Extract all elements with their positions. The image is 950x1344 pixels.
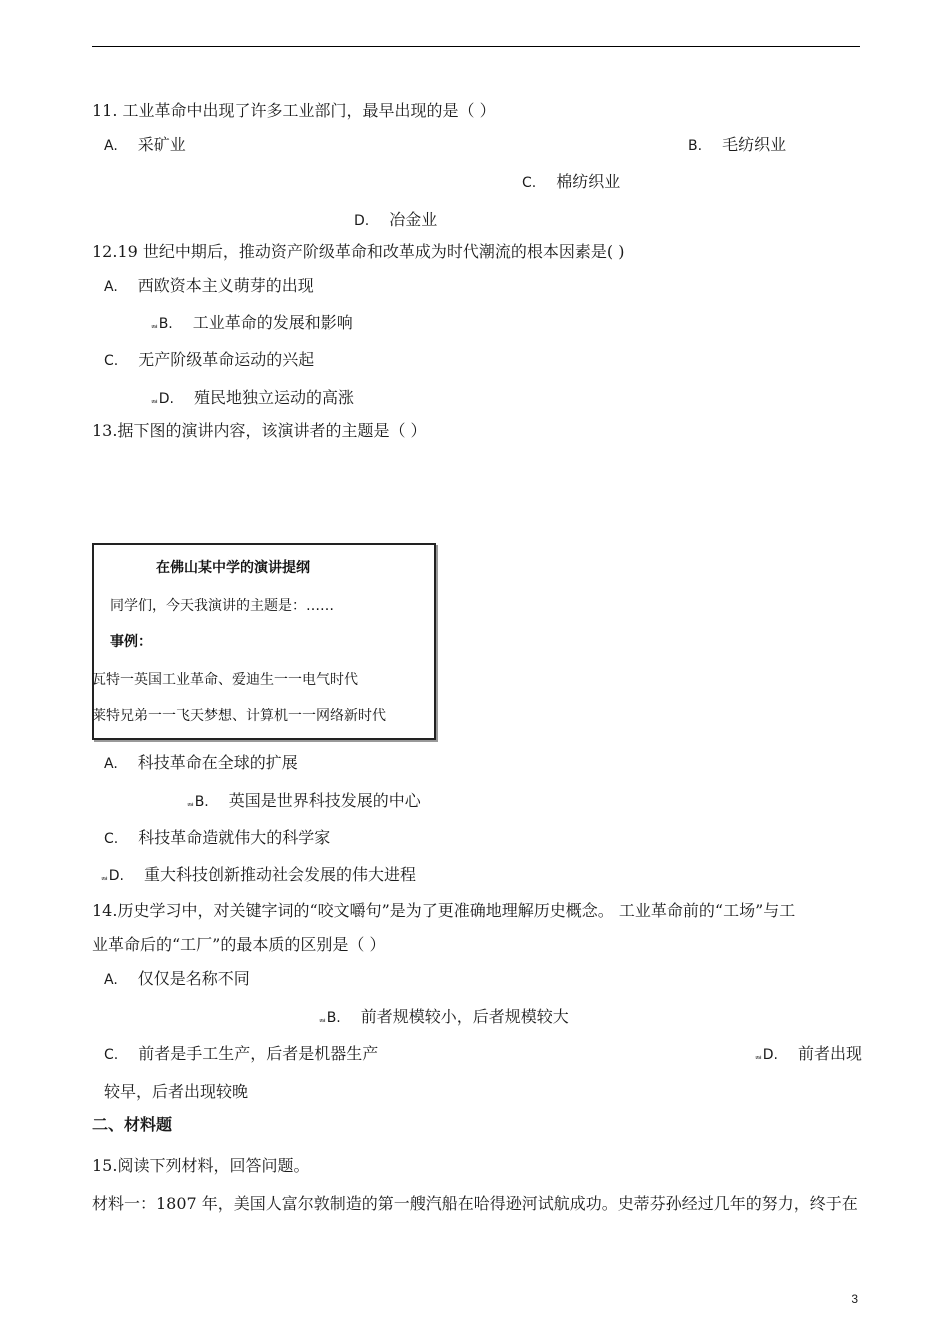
option-text: 冶金业 [389,210,438,229]
option-text: 前者是手工生产，后者是机器生产 [138,1044,379,1063]
q12-option-b[interactable] [150,313,353,335]
section-heading: 二、材料题 [92,1115,173,1134]
q13-option-d[interactable] [100,865,416,887]
option-label: C. [522,175,537,191]
layout-marker: ᆲ [186,798,195,808]
option-label: C. [104,353,119,369]
option-text: 前者出现 [797,1044,862,1063]
option-text: 仅仅是名称不同 [137,969,250,988]
header-rule [92,46,860,47]
q13-option-b[interactable] [186,791,421,813]
option-label: C. [104,831,119,847]
q14-option-b[interactable] [318,1007,569,1029]
option-text: 工业革命的发展和影响 [192,313,353,332]
option-label: C. [104,1047,119,1063]
option-label: A. [104,138,118,154]
speech-outline-figure [92,543,436,740]
option-label: D. [354,213,370,229]
q14-option-d[interactable] [754,1044,862,1066]
option-label: D. [762,1047,778,1063]
option-text: 采矿业 [137,135,186,154]
q11-option-b[interactable] [688,135,786,156]
layout-marker: ᆲ [754,1051,763,1061]
option-text: 毛纺织业 [722,135,787,154]
q14-option-d-continuation: 较早，后者出现较晚 [104,1082,249,1101]
q14-option-c[interactable] [104,1044,378,1065]
option-text: 前者规模较小，后者规模较大 [360,1007,569,1026]
option-text: 棉纺织业 [556,172,621,191]
option-label: B. [158,316,173,332]
q14-option-a[interactable] [104,969,250,990]
layout-marker: ᆲ [150,320,159,330]
q11-option-a[interactable] [104,135,186,156]
figure-line-examples: 事例： [110,634,152,650]
q12-stem: 12.19 世纪中期后，推动资产阶级革命和改革成为时代潮流的根本因素是( ) [92,242,625,261]
layout-marker: ᆲ [150,395,159,405]
option-text: 无产阶级革命运动的兴起 [138,350,315,369]
figure-line-greeting: 同学们，今天我演讲的主题是：…… [110,598,334,614]
figure-line-wright-computer: 莱特兄弟一一飞天梦想、计算机一一网络新时代 [92,708,386,724]
q14-stem-line2: 业革命后的“工厂”的最本质的区别是（ ） [92,935,386,954]
figure-line-watt-edison: 瓦特一英国工业革命、爱迪生一一电气时代 [92,672,358,688]
q12-option-d[interactable] [150,388,354,410]
option-text: 科技革命在全球的扩展 [137,753,298,772]
option-label: B. [326,1010,341,1026]
option-label: B. [194,794,209,810]
q11-option-d[interactable] [354,210,437,231]
q13-stem: 13.据下图的演讲内容，该演讲者的主题是（ ） [92,421,427,440]
option-label: D. [108,868,124,884]
option-text: 重大科技创新推动社会发展的伟大进程 [143,865,416,884]
option-text: 殖民地独立运动的高涨 [193,388,354,407]
option-text: 英国是世界科技发展的中心 [228,791,421,810]
q11-stem: 11. 工业革命中出现了许多工业部门，最早出现的是（ ） [92,101,496,120]
q13-option-c[interactable] [104,828,330,849]
q14-stem-line1: 14.历史学习中，对关键字词的“咬文嚼句”是为了更准确地理解历史概念。 工业革命前的“工场”与工 [92,901,796,920]
option-text: 科技革命造就伟大的科学家 [138,828,331,847]
option-label: D. [158,391,174,407]
layout-marker: ᆲ [100,872,109,882]
figure-title: 在佛山某中学的演讲提纲 [156,560,310,576]
material-one-text: 材料一：1807 年，美国人富尔敦制造的第一艘汽船在哈得逊河试航成功。史蒂芬孙经过几年的努力，终于在 [92,1194,858,1213]
layout-marker: ᆲ [318,1014,327,1024]
option-label: A. [104,279,118,295]
q13-option-a[interactable] [104,753,298,774]
q12-option-c[interactable] [104,350,314,371]
q15-stem: 15.阅读下列材料，回答问题。 [92,1156,310,1175]
page-number: 3 [851,1292,858,1306]
option-label: A. [104,972,118,988]
option-text: 西欧资本主义萌芽的出现 [137,276,314,295]
option-label: A. [104,756,118,772]
option-label: B. [688,138,703,154]
q11-option-c[interactable] [522,172,620,193]
q12-option-a[interactable] [104,276,314,297]
